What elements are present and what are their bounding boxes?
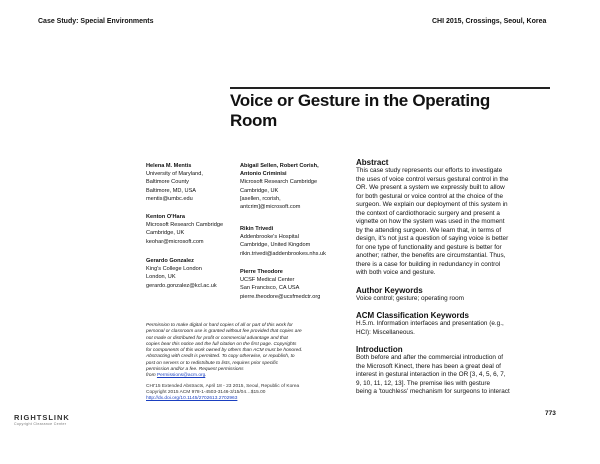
author-block-trivedi [240, 225, 345, 258]
author-affiliation: Cambridge, United Kingdom [240, 242, 311, 249]
intro-line: the Microsoft Kinect, there has been a great deal of [356, 362, 501, 370]
copyright-line: Abstracting with credit is permitted. To copy otherwise, or republish, to [146, 354, 295, 360]
abstract-body [356, 167, 561, 278]
copyright-info: Copyright 2015 ACM 978-1-4503-3146-3/15/04…$15.00 [146, 389, 266, 395]
rightslink-logo-subtext: Copyright Clearance Center [14, 422, 67, 426]
author-name: Pierre Theodore [240, 269, 283, 275]
author-affiliation: San Francisco, CA USA [240, 285, 300, 292]
author-block-sellen-corish-criminisi [240, 162, 345, 211]
intro-line: Both before and after the commercial introduction of [356, 354, 504, 361]
author-name: Antonio Criminisi [240, 171, 287, 178]
copyright-line: permission and/or a fee. Request permissions [146, 367, 244, 373]
author-affiliation: University of Maryland, [146, 171, 203, 178]
author-block-gonzalez [146, 257, 236, 290]
page-number: 773 [545, 410, 556, 417]
introduction-heading: Introduction [356, 345, 403, 354]
abstract-line: This case study represents our efforts to investigate [356, 167, 503, 174]
author-affiliation: Addenbrooke's Hospital [240, 234, 299, 241]
abstract-line: surgeon. We explain our deployment of this system in [356, 201, 508, 208]
running-header-left: Case Study: Special Environments [38, 18, 154, 25]
abstract-line: OR. We present a system we expressly built to allow [356, 184, 505, 191]
rightslink-logo [14, 413, 70, 426]
paper-title-line-1: Voice or Gesture in the Operating [230, 91, 490, 110]
author-email: antcrim]@microsoft.com [240, 204, 301, 211]
abstract-heading: Abstract [356, 158, 389, 167]
abstract-line: the uses of voice control versus gestural control in the [356, 175, 509, 183]
acm-body [356, 320, 561, 337]
copyright-notice [146, 323, 346, 403]
running-header-right: CHI 2015, Crossings, Seoul, Korea [432, 18, 547, 25]
author-email: gerardo.gonzalez@kcl.ac.uk [146, 282, 217, 289]
paper-title-line-2: Room [230, 111, 277, 130]
copyright-line: personal or classroom use is granted without fee provided that copies are [146, 329, 302, 335]
abstract-line: another; rather, the benefits are circumstantial. Thus, [356, 252, 506, 259]
author-affiliation: King's College London [146, 266, 202, 273]
abstract-line: the context of cardiothoracic surgery and present a [356, 209, 500, 217]
right-column [356, 158, 561, 397]
keywords-text: Voice control; gesture; operating room [356, 294, 464, 302]
rightslink-logo-text: RIGHTSLINK [14, 413, 70, 422]
abstract-line: with both voice and gesture. [356, 269, 436, 276]
copyright-line: post on servers or to redistribute to lists, requires prior specific [146, 360, 278, 366]
author-affiliation: Microsoft Research Cambridge [240, 179, 318, 186]
abstract-line: by the attending surgeon. We learn that, in terms of [356, 226, 502, 234]
copyright-from-prefix: from [146, 373, 157, 379]
abstract-line: design, it's not just a question of saying voice is better [356, 235, 509, 242]
author-name: Rikin Trivedi [240, 226, 274, 232]
author-affiliation: UCSF Medical Center [240, 277, 295, 284]
abstract-line: vignette on how the system was used in the moment [356, 218, 505, 225]
copyright-line: Permission to make digital or hard copies of all or part of this work for [146, 323, 293, 328]
intro-line: interest in gestural interaction in the OR [3, 4, 5, 6, 7, [356, 371, 506, 378]
author-email: rikin.trivedi@addenbrookes.nhs.uk [240, 250, 326, 257]
permissions-email-link[interactable]: Permissions@acm.org [156, 373, 206, 379]
author-name: Helena M. Mentis [146, 163, 192, 169]
author-block-theodore [240, 268, 345, 301]
author-block-mentis [146, 162, 236, 203]
abstract-line: for both gestural or voice control at the choice of the [356, 192, 504, 200]
author-affiliation: Cambridge, UK [240, 187, 279, 194]
author-email: mentis@umbc.edu [146, 195, 193, 202]
paper-title [230, 91, 550, 131]
intro-line: 9, 10, 11, 12, 13]. The premise lies with gesture [356, 379, 491, 387]
intro-line: being a 'touchless' mechanism for surgeons to interact [356, 388, 510, 395]
acm-line: H.5.m. Information interfaces and presentation (e.g., [356, 320, 504, 327]
keywords-heading: Author Keywords [356, 285, 423, 295]
copyright-line: for components of this work owned by others than ACM must be honored. [146, 348, 303, 354]
abstract-line: for one type of functionality and gesture is better for [356, 243, 502, 251]
author-name: Kenton O'Hara [146, 214, 185, 220]
author-affiliation: Baltimore County [146, 179, 189, 186]
author-block-ohara [146, 213, 236, 246]
author-name: Abigail Sellen, Robert Corish, [240, 163, 319, 169]
author-email: keohar@microsoft.com [146, 238, 204, 245]
author-email: [asellen, rcorish, [240, 195, 281, 202]
copyright-from-suffix: . [205, 373, 207, 379]
doi-link[interactable]: http://dx.doi.org/10.1145/2702613.2702963 [146, 396, 238, 402]
acm-heading: ACM Classification Keywords [356, 311, 469, 320]
copyright-line: not made or distributed for profit or commercial advantage and that [146, 335, 288, 341]
author-name: Gerardo Gonzalez [146, 258, 194, 264]
abstract-line: there is a case for building in redundancy in control [356, 260, 501, 268]
acm-line: HCI): Miscellaneous. [356, 328, 415, 336]
author-email: pierre.theodore@ucsfmedctr.org [240, 293, 321, 300]
conference-info: CHI'15 Extended Abstracts, April 18 - 23 2015, Seoul, Republic of Korea [146, 383, 300, 389]
title-rule [230, 87, 550, 89]
introduction-body [356, 354, 561, 397]
author-affiliation: Cambridge, UK [146, 230, 185, 237]
keywords-body [356, 295, 561, 304]
author-affiliation: London, UK [146, 274, 176, 281]
copyright-line: copies bear this notice and the full citation on the first page. Copyrights [146, 341, 297, 347]
author-affiliation: Baltimore, MD, USA [146, 187, 197, 194]
author-affiliation: Microsoft Research Cambridge [146, 222, 224, 229]
